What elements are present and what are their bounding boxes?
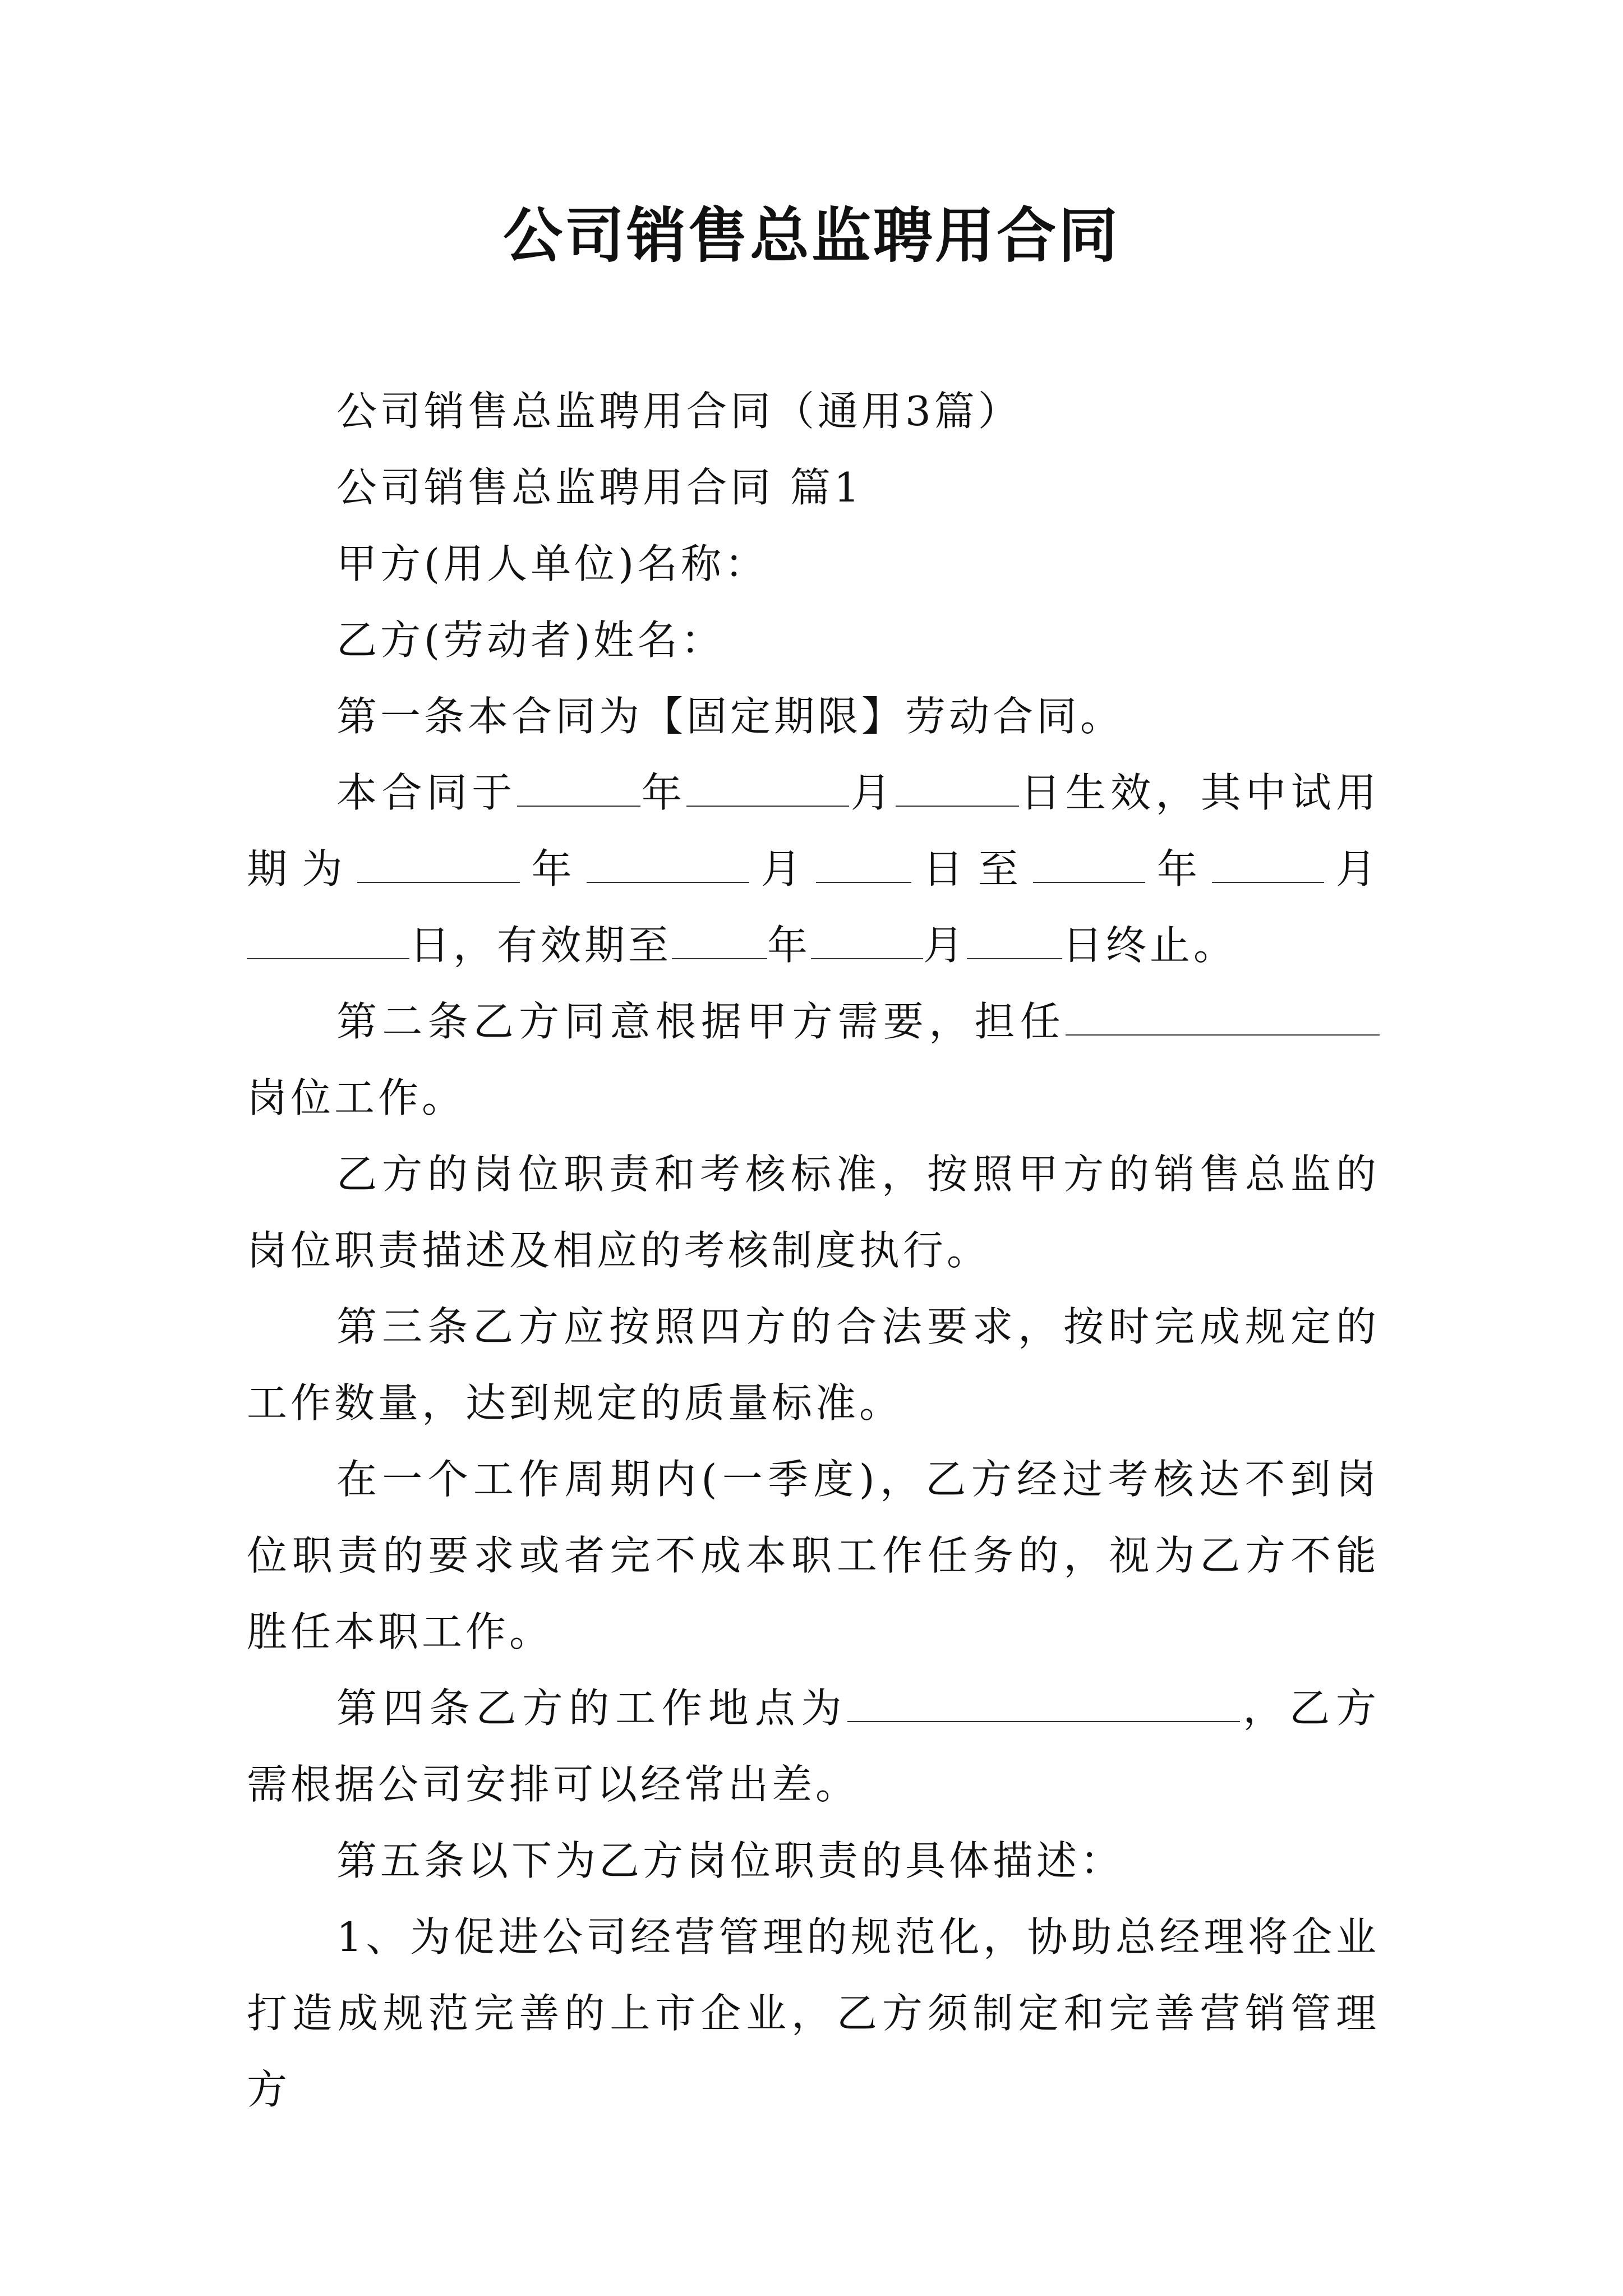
term-text-e: 年	[520, 845, 587, 892]
article-5: 第五条以下为乙方岗位职责的具体描述：	[336, 1837, 1124, 1884]
assessment-paragraph: 在一个工作周期内(一季度)，乙方经过考核达不到岗位职责的要求或者完不成本职工作任务的，视为乙方不能胜任本职工作。	[247, 1456, 1380, 1655]
term-text-h: 年	[1145, 845, 1212, 892]
blank-field	[1212, 843, 1324, 883]
blank-field	[517, 766, 640, 807]
article-3: 第三条乙方应按照四方的合法要求，按时完成规定的工作数量，达到规定的质量标准。	[247, 1303, 1380, 1427]
term-text-m: 日终止。	[1062, 922, 1238, 969]
party-b-line: 乙方(劳动者)姓名：	[336, 616, 725, 664]
article-4	[247, 1670, 1380, 1823]
term-text-l: 月	[923, 922, 967, 969]
party-a-line: 甲方(用人单位)名称：	[336, 540, 769, 587]
blank-field	[811, 919, 923, 959]
blank-field	[967, 919, 1062, 959]
document-title: 公司销售总监聘用合同	[503, 200, 1120, 270]
term-text-j: 日，有效期至	[409, 922, 672, 969]
blank-field	[672, 919, 767, 959]
term-text-k: 年	[767, 922, 811, 969]
article-2	[247, 983, 1380, 1136]
article-4-text-b: ，乙方需根据公司安排可以经常出差。	[247, 1685, 1380, 1808]
blank-field	[357, 843, 520, 883]
term-text-a: 本合同于	[336, 769, 517, 816]
blank-field	[1066, 995, 1380, 1036]
blank-field	[816, 843, 911, 883]
duty-standard-paragraph: 乙方的岗位职责和考核标准，按照甲方的销售总监的岗位职责描述及相应的考核制度执行。	[247, 1151, 1380, 1274]
blank-field	[847, 1682, 1240, 1722]
duty-item-1: 1、为促进公司经营管理的规范化，协助总经理将企业打造成规范完善的上市企业，乙方须制定和完善营销管理方	[247, 1913, 1380, 2113]
article-2-text-b: 岗位工作。	[247, 1074, 466, 1121]
term-text-d: 日生效，其中试用期为	[247, 769, 1380, 892]
term-text-i: 月	[1324, 845, 1380, 892]
blank-field	[247, 919, 409, 959]
term-text-c: 月	[849, 769, 896, 816]
article-4-text-a: 第四条乙方的工作地点为	[336, 1685, 848, 1732]
article-1: 第一条本合同为【固定期限】劳动合同。	[336, 693, 1124, 740]
term-text-g: 日至	[911, 845, 1034, 892]
term-text-b: 年	[640, 769, 687, 816]
blank-field	[587, 843, 749, 883]
document-body	[247, 373, 1380, 2128]
term-text-f: 月	[749, 845, 816, 892]
contract-term-paragraph	[247, 754, 1380, 983]
contract-subtitle: 公司销售总监聘用合同（通用3篇）	[336, 388, 1022, 435]
blank-field	[896, 766, 1019, 807]
blank-field	[1033, 843, 1145, 883]
article-2-text-a: 第二条乙方同意根据甲方需要，担任	[336, 998, 1066, 1045]
blank-field	[686, 766, 849, 807]
section-heading: 公司销售总监聘用合同 篇1	[336, 464, 863, 511]
